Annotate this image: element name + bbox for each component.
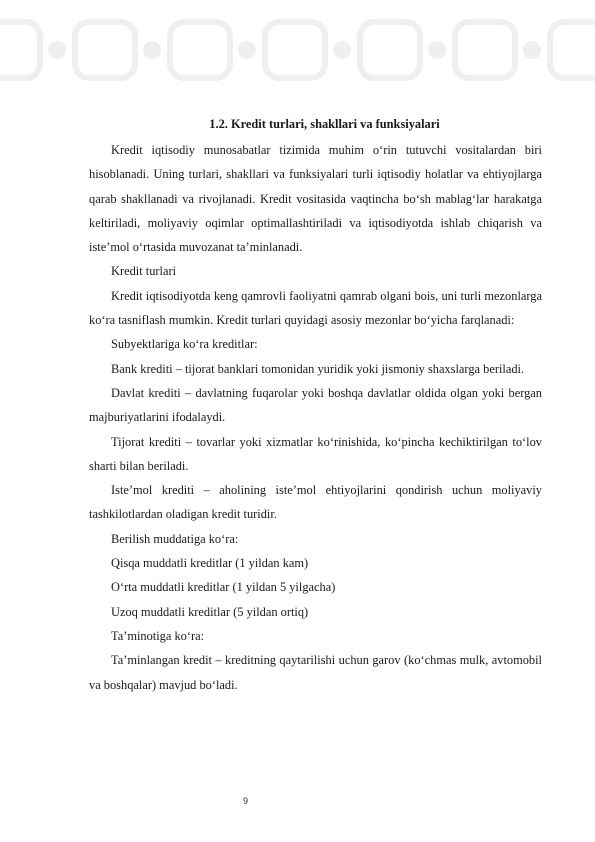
subheading-by-term: Berilish muddatiga ko‘ra:: [111, 531, 239, 546]
watermark-pattern: [0, 0, 595, 95]
heading-kredit-turlari: Kredit turlari: [111, 264, 177, 279]
paragraph-secured-credit: Ta’minlangan kredit – kreditning qaytarilishi uchun garov (ko‘chmas mulk, avtomobil va boshqalar) mavjud bo‘ladi.: [89, 653, 542, 692]
paragraph-commercial-credit: Tijorat krediti – tovarlar yoki xizmatlar ko‘rinishida, ko‘pincha kechiktirilgan to‘lov sharti bilan beriladi.: [89, 434, 542, 473]
list-item-short-term: Qisqa muddatli kreditlar (1 yildan kam): [111, 556, 309, 571]
list-item-long-term: Uzoq muddatli kreditlar (5 yildan ortiq): [111, 604, 309, 619]
paragraph-state-credit: Davlat krediti – davlatning fuqarolar yoki boshqa davlatlar oldida olgan yoki bergan majburiyatlarini ifodalaydi.: [89, 385, 542, 425]
document-body: [89, 116, 542, 697]
list-item-medium-term: O‘rta muddatli kreditlar (1 yildan 5 yilgacha): [111, 580, 336, 595]
section-title: 1.2. Kredit turlari, shakllari va funksiyalari: [209, 117, 440, 131]
subheading-by-collateral: Ta’minotiga ko‘ra:: [111, 628, 205, 643]
paragraph-classification: Kredit iqtisodiyotda keng qamrovli faoliyatni qamrab olgani bois, uni turli mezonlarga ko‘ra tasniflash mumkin. Kredit turlari quyidagi asosiy mezonlar bo‘yicha farqlanadi:: [89, 288, 542, 328]
subheading-by-subject: Subyektlariga ko‘ra kreditlar:: [111, 337, 258, 352]
paragraph-consumer-credit: Iste’mol krediti – aholining iste’mol ehtiyojlarini qondirish uchun moliyaviy tashkilotlardan oladigan kredit turidir.: [89, 483, 542, 522]
paragraph-intro: Kredit iqtisodiy munosabatlar tizimida muhim o‘rin tutuvchi vositalardan biri hisoblanadi. Uning turlari, shakllari va funksiyalari turli iqtisodiy holatlar va ehtiyojlarga qarab shakllanadi va rivojlanadi. Kredit vositasida vaqtincha bo‘sh mablag‘lar harakatga keltiriladi, moliyaviy oqimlar optimallashtiriladi va iqtisodiyotda ishlab chiqarish va iste’mol o‘rtasida muvozanat ta’minlanadi.: [89, 143, 542, 255]
page-number: 9: [243, 796, 249, 806]
paragraph-bank-credit: Bank krediti – tijorat banklari tomonidan yuridik yoki jismoniy shaxslarga beriladi.: [111, 361, 525, 376]
